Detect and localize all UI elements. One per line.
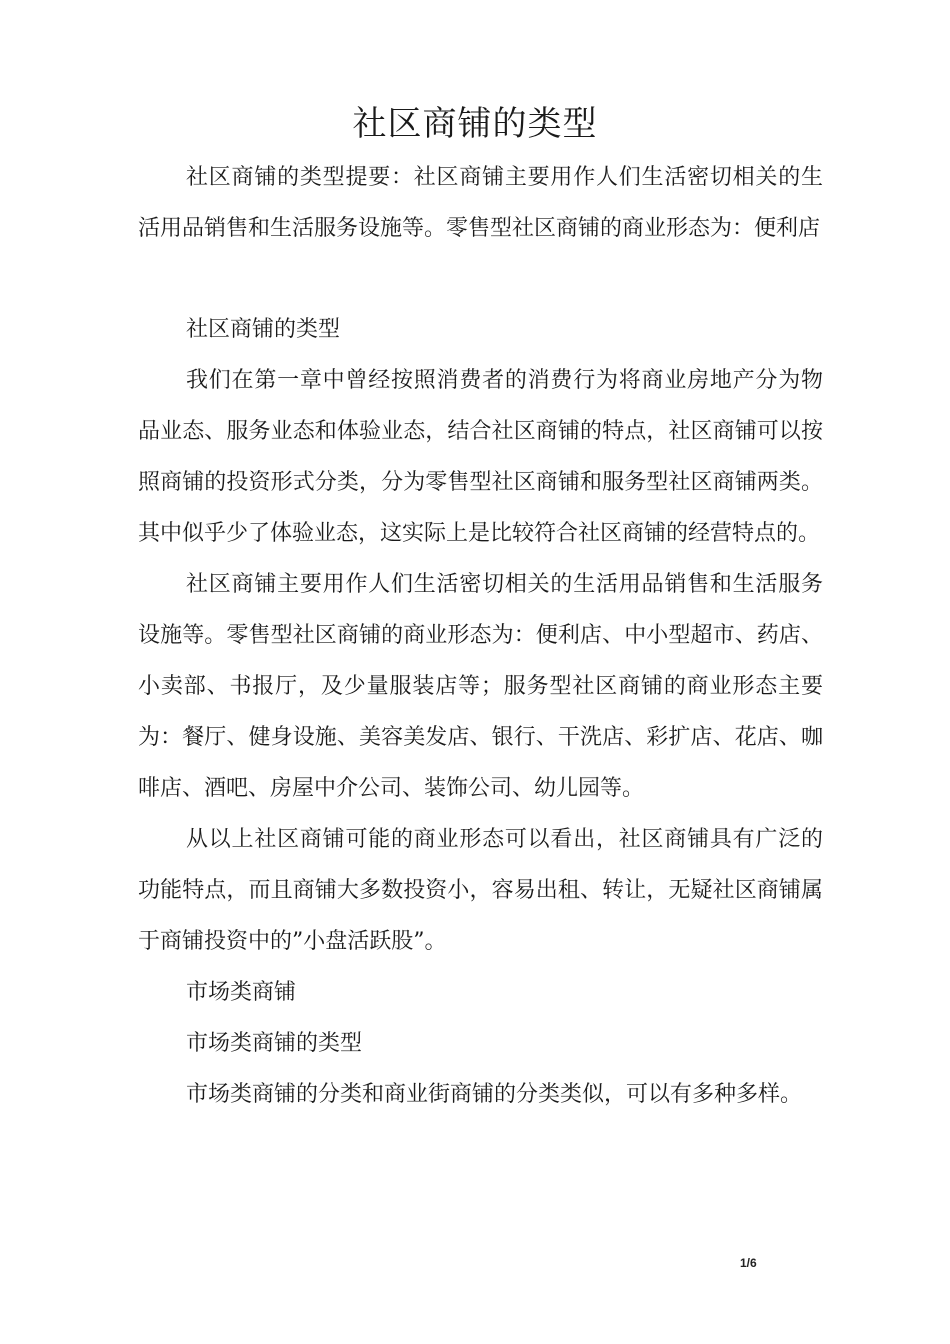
body-paragraph: 社区商铺主要用作人们生活密切相关的生活用品销售和生活服务设施等。零售型社区商铺的商业形态为：便利店、中小型超市、药店、小卖部、书报厅，及少量服装店等；服务型社区商铺的商业形态主要为：餐厅、健身设施、美容美发店、银行、干洗店、彩扩店、花店、咖啡店、酒吧、房屋中介公司、装饰公司、幼儿园等。	[138, 572, 823, 801]
summary-paragraph: 社区商铺的类型提要：社区商铺主要用作人们生活密切相关的生活用品销售和生活服务设施等。零售型社区商铺的商业形态为：便利店	[138, 165, 823, 241]
document-title: 社区商铺的类型	[352, 104, 598, 144]
body-paragraph: 市场类商铺的分类和商业街商铺的分类类似，可以有多种多样。	[186, 1082, 803, 1107]
page-number: 1/6	[740, 1256, 757, 1270]
section-heading-market-shop-types: 市场类商铺的类型	[186, 1031, 363, 1056]
body-paragraph: 从以上社区商铺可能的商业形态可以看出，社区商铺具有广泛的功能特点，而且商铺大多数投资小，容易出租、转让，无疑社区商铺属于商铺投资中的”小盘活跃股”。	[138, 827, 823, 954]
paragraph-spacer	[138, 254, 823, 304]
section-heading-community-shop-types: 社区商铺的类型	[186, 317, 341, 342]
document-body	[138, 152, 823, 1120]
section-heading-market-shops: 市场类商铺	[186, 980, 297, 1005]
body-paragraph: 我们在第一章中曾经按照消费者的消费行为将商业房地产分为物品业态、服务业态和体验业态，结合社区商铺的特点，社区商铺可以按照商铺的投资形式分类，分为零售型社区商铺和服务型社区商铺两类。其中似乎少了体验业态，这实际上是比较符合社区商铺的经营特点的。	[138, 368, 823, 546]
